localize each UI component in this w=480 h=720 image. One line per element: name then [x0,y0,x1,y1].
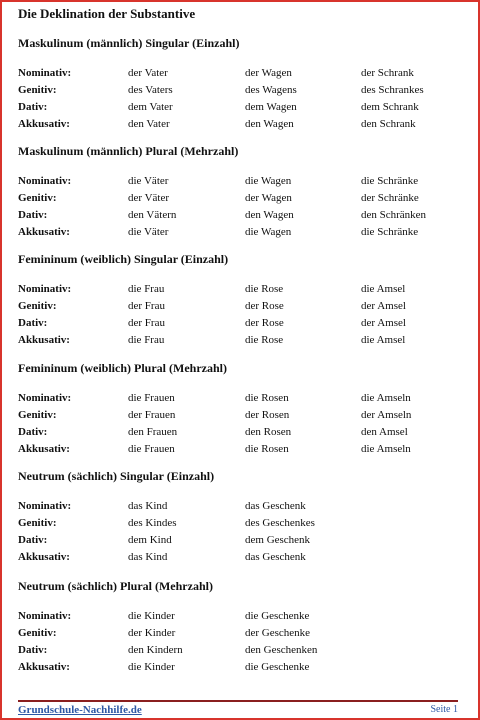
table-row [18,500,458,517]
noun-form-2: der Geschenke [245,627,311,639]
noun-form-1: das Kind [128,551,168,563]
table-row [18,300,458,317]
noun-form-1: den Frauen [128,426,178,438]
noun-form-2: den Geschenken [245,644,318,656]
table-row [18,334,458,351]
case-label: Nominativ: [18,392,72,404]
case-label: Akkusativ: [18,226,70,238]
case-label: Akkusativ: [18,118,70,130]
noun-form-1: den Kindern [128,644,183,656]
declension-table [18,500,458,568]
declension-section [18,252,458,351]
noun-form-1: die Väter [128,175,169,187]
declension-table [18,283,458,351]
table-row [18,283,458,300]
case-label: Nominativ: [18,500,72,512]
noun-form-3: dem Schrank [361,101,419,113]
case-label: Akkusativ: [18,661,70,673]
noun-form-3: den Schränken [361,209,427,221]
noun-form-3: die Amseln [361,392,411,404]
noun-form-1: das Kind [128,500,168,512]
noun-form-1: die Frauen [128,443,175,455]
table-row [18,84,458,101]
section-title: Neutrum (sächlich) Singular (Einzahl) [18,469,215,483]
footer-site-link[interactable]: Grundschule-Nachhilfe.de [18,704,142,716]
table-row [18,443,458,460]
footer-rule [18,700,458,702]
declension-section [18,361,458,460]
table-row [18,551,458,568]
section-title: Femininum (weiblich) Plural (Mehrzahl) [18,361,227,375]
noun-form-2: die Rosen [245,443,289,455]
noun-form-3: der Amsel [361,317,406,329]
noun-form-3: der Amsel [361,300,406,312]
noun-form-3: die Schränke [361,175,419,187]
table-row [18,175,458,192]
noun-form-2: des Wagens [245,84,297,96]
noun-form-1: die Kinder [128,661,175,673]
noun-form-2: die Rose [245,334,284,346]
case-label: Nominativ: [18,610,72,622]
case-label: Dativ: [18,534,48,546]
case-label: Dativ: [18,426,48,438]
case-label: Genitiv: [18,517,57,529]
noun-form-2: der Wagen [245,67,292,79]
noun-form-2: dem Geschenk [245,534,311,546]
noun-form-1: die Väter [128,226,169,238]
table-row [18,409,458,426]
table-row [18,534,458,551]
case-label: Dativ: [18,644,48,656]
noun-form-2: den Wagen [245,209,294,221]
noun-form-2: der Rose [245,300,284,312]
noun-form-1: der Frauen [128,409,176,421]
noun-form-3: den Amsel [361,426,408,438]
section-title: Femininum (weiblich) Singular (Einzahl) [18,252,229,266]
noun-form-2: der Wagen [245,192,292,204]
noun-form-1: dem Kind [128,534,172,546]
table-row [18,209,458,226]
noun-form-1: die Frau [128,334,165,346]
noun-form-2: den Rosen [245,426,292,438]
noun-form-3: die Amseln [361,443,411,455]
table-row [18,67,458,84]
table-row [18,610,458,627]
table-row [18,644,458,661]
case-label: Nominativ: [18,67,72,79]
table-row [18,101,458,118]
noun-form-1: des Kindes [128,517,177,529]
noun-form-2: die Rosen [245,392,289,404]
noun-form-1: der Vater [128,67,168,79]
table-row [18,517,458,534]
document-title: Die Deklination der Substantive [18,6,196,21]
document-page [18,6,458,673]
noun-form-1: der Kinder [128,627,176,639]
noun-form-2: die Geschenke [245,661,310,673]
case-label: Genitiv: [18,409,57,421]
case-label: Akkusativ: [18,334,70,346]
table-row [18,317,458,334]
declension-section [18,469,458,568]
noun-form-1: die Frauen [128,392,175,404]
noun-form-3: der Amseln [361,409,412,421]
noun-form-3: des Schrankes [361,84,424,96]
case-label: Genitiv: [18,627,57,639]
noun-form-1: dem Vater [128,101,173,113]
declension-table [18,175,458,243]
noun-form-3: den Schrank [361,118,416,130]
case-label: Dativ: [18,317,48,329]
noun-form-2: des Geschenkes [245,517,315,529]
declension-section [18,579,458,678]
table-row [18,661,458,678]
case-label: Dativ: [18,209,48,221]
noun-form-3: die Schränke [361,226,419,238]
section-title: Maskulinum (männlich) Plural (Mehrzahl) [18,144,239,158]
section-title: Maskulinum (männlich) Singular (Einzahl) [18,36,240,50]
noun-form-2: der Rosen [245,409,290,421]
noun-form-2: die Rose [245,283,284,295]
noun-form-2: dem Wagen [245,101,297,113]
footer-page-number: Seite 1 [430,704,458,715]
case-label: Nominativ: [18,283,72,295]
noun-form-1: des Vaters [128,84,173,96]
noun-form-2: das Geschenk [245,500,306,512]
declension-section [18,36,458,135]
noun-form-1: die Kinder [128,610,175,622]
noun-form-3: der Schränke [361,192,419,204]
case-label: Nominativ: [18,175,72,187]
declension-table [18,610,458,678]
noun-form-3: der Schrank [361,67,414,79]
noun-form-1: der Väter [128,192,170,204]
noun-form-2: den Wagen [245,118,294,130]
table-row [18,392,458,409]
declension-table [18,67,458,135]
noun-form-3: die Amsel [361,334,406,346]
noun-form-1: den Vätern [128,209,177,221]
noun-form-1: der Frau [128,317,165,329]
declension-section [18,144,458,243]
case-label: Dativ: [18,101,48,113]
noun-form-1: der Frau [128,300,165,312]
table-row [18,192,458,209]
noun-form-2: die Wagen [245,175,292,187]
table-row [18,226,458,243]
section-title: Neutrum (sächlich) Plural (Mehrzahl) [18,579,213,593]
noun-form-2: das Geschenk [245,551,306,563]
noun-form-3: die Amsel [361,283,406,295]
table-row [18,627,458,644]
noun-form-1: die Frau [128,283,165,295]
table-row [18,118,458,135]
case-label: Akkusativ: [18,551,70,563]
noun-form-2: die Geschenke [245,610,310,622]
noun-form-1: den Vater [128,118,170,130]
noun-form-2: der Rose [245,317,284,329]
declension-table [18,392,458,460]
case-label: Genitiv: [18,192,57,204]
case-label: Genitiv: [18,300,57,312]
case-label: Akkusativ: [18,443,70,455]
case-label: Genitiv: [18,84,57,96]
table-row [18,426,458,443]
noun-form-2: die Wagen [245,226,292,238]
